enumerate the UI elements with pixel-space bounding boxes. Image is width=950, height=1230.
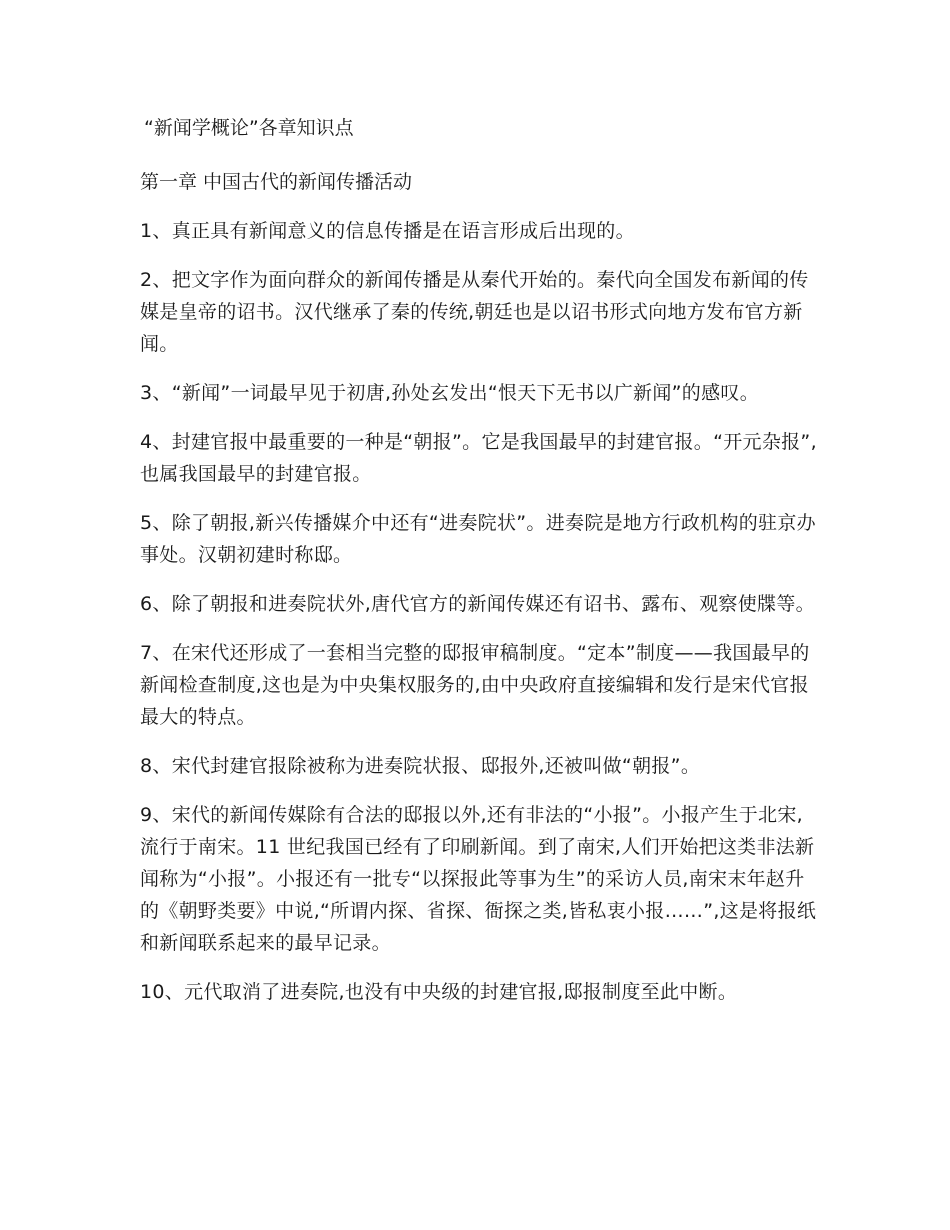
knowledge-point-2: 2、把文字作为面向群众的新闻传播是从秦代开始的。秦代向全国发布新闻的传媒是皇帝的诏书。汉代继承了秦的传统,朝廷也是以诏书形式向地方发布官方新闻。 <box>140 269 809 355</box>
knowledge-point-6: 6、除了朝报和进奏院状外,唐代官方的新闻传媒还有诏书、露布、观察使牒等。 <box>140 593 815 615</box>
knowledge-point-10: 10、元代取消了进奏院,也没有中央级的封建官报,邸报制度至此中断。 <box>140 981 738 1003</box>
knowledge-point-5: 5、除了朝报,新兴传播媒介中还有“进奏院状”。进奏院是地方行政机构的驻京办事处。汉朝初建时称邸。 <box>140 512 816 566</box>
knowledge-point-3: 3、“新闻”一词最早见于初唐,孙处玄发出“恨天下无书以广新闻”的感叹。 <box>140 382 760 404</box>
document-page <box>140 112 820 1025</box>
knowledge-point-8: 8、宋代封建官报除被称为进奏院状报、邸报外,还被叫做“朝报”。 <box>140 755 701 777</box>
document-title: “新闻学概论”各章知识点 <box>144 117 354 139</box>
knowledge-point-7: 7、在宋代还形成了一套相当完整的邸报审稿制度。“定本”制度——我国最早的新闻检查制度,这也是为中央集权服务的,由中央政府直接编辑和发行是宋代官报最大的特点。 <box>140 642 810 728</box>
knowledge-point-1: 1、真正具有新闻意义的信息传播是在语言形成后出现的。 <box>140 220 635 242</box>
knowledge-point-9: 9、宋代的新闻传媒除有合法的邸报以外,还有非法的“小报”。小报产生于北宋,流行于南宋。11 世纪我国已经有了印刷新闻。到了南宋,人们开始把这类非法新闻称为“小报”。小报还有一批专“以探报此等事为生”的采访人员,南宋末年赵升的《朝野类要》中说,“所谓内探、省探、衙探之类,皆私衷小报……”,这是将报纸和新闻联系起来的最早记录。 <box>140 804 817 954</box>
chapter-title: 第一章 中国古代的新闻传播活动 <box>140 171 413 193</box>
knowledge-point-4: 4、封建官报中最重要的一种是“朝报”。它是我国最早的封建官报。“开元杂报”,也属我国最早的封建官报。 <box>140 431 817 485</box>
